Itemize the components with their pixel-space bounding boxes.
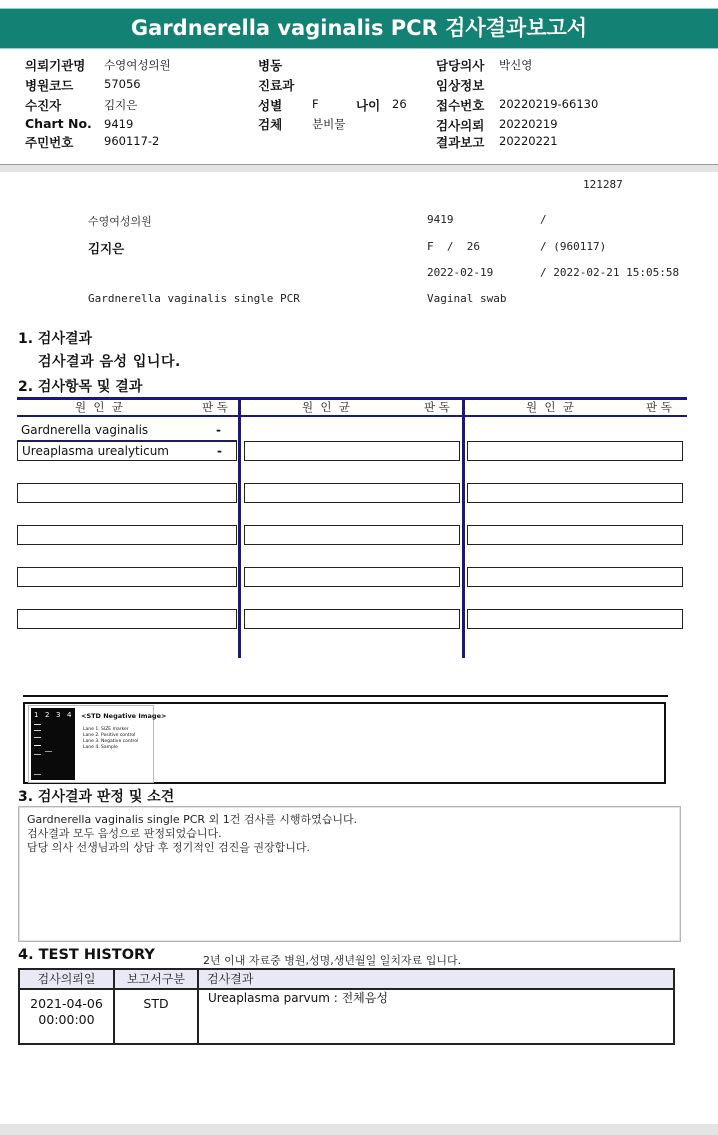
table-divider-2 bbox=[462, 397, 465, 658]
empty-cell bbox=[17, 525, 237, 545]
history-row-date bbox=[20, 996, 113, 1028]
gel-lane-label: 4 bbox=[67, 711, 72, 719]
col-pathogen-2: 원 인 균 bbox=[302, 400, 350, 414]
history-time: 00:00:00 bbox=[38, 1012, 95, 1027]
received-date: 2022-02-19 bbox=[427, 266, 494, 279]
clinic-name: 수영여성의원 bbox=[88, 215, 152, 228]
col-pathogen-1: 원 인 균 bbox=[75, 400, 123, 414]
gel-image bbox=[31, 708, 75, 780]
report-title: Gardnerella vaginalis PCR 검사결과보고서 bbox=[0, 8, 718, 49]
sex-value: F bbox=[312, 97, 319, 111]
request-label: 검사의뢰 bbox=[436, 118, 485, 133]
history-col-type: 보고서구분 bbox=[115, 970, 197, 988]
col-judgement-1: 판 독 bbox=[202, 400, 228, 414]
history-col-result: 검사결과 bbox=[199, 970, 673, 988]
hospital-code-label: 병원코드 bbox=[25, 78, 74, 93]
opinion-line: Gardnerella vaginalis single PCR 외 1건 검사를 시행하였습니다. bbox=[27, 813, 358, 826]
institution-value: 수영여성의원 bbox=[104, 58, 171, 72]
history-date: 2021-04-06 bbox=[30, 996, 103, 1011]
history-col-date: 검사의뢰일 bbox=[20, 970, 113, 988]
empty-cell bbox=[17, 609, 237, 629]
history-row-result: Ureaplasma parvum : 전체음성 bbox=[208, 991, 388, 1005]
receipt-label: 접수번호 bbox=[436, 98, 485, 113]
col-judgement-2: 판 독 bbox=[424, 400, 450, 414]
pathogen-result: - bbox=[216, 423, 221, 437]
sex-age: F / 26 bbox=[427, 240, 480, 253]
opinion-line: 담당 의사 선생님과의 상담 후 정기적인 검진을 권장합니다. bbox=[27, 841, 310, 854]
empty-cell bbox=[467, 483, 683, 503]
gel-legend-item: Lane 1. SIZE marker bbox=[83, 727, 129, 732]
patient-value: 김지은 bbox=[104, 98, 138, 112]
gel-legend bbox=[83, 727, 138, 751]
gel-band bbox=[34, 745, 41, 746]
empty-cell bbox=[467, 525, 683, 545]
gel-lane-label: 1 bbox=[34, 711, 39, 719]
opinion-box bbox=[18, 806, 681, 942]
result-row bbox=[17, 441, 237, 461]
col-judgement-3: 판 독 bbox=[646, 400, 672, 414]
gel-legend-item: Lane 3. Negative control bbox=[83, 739, 139, 744]
pathogen-name: Ureaplasma urealyticum bbox=[22, 444, 169, 458]
section4-heading: 4. TEST HISTORY bbox=[18, 947, 155, 963]
empty-cell bbox=[467, 567, 683, 587]
report-date-label: 결과보고 bbox=[436, 135, 485, 150]
col-pathogen-3: 원 인 균 bbox=[526, 400, 574, 414]
patient-name: 김지은 bbox=[88, 241, 125, 256]
history-divider-2 bbox=[197, 970, 199, 1043]
gel-image-panel bbox=[28, 705, 167, 783]
gel-legend-item: Lane 2. Positive control bbox=[83, 733, 136, 738]
empty-cell bbox=[467, 609, 683, 629]
specimen-label: 검체 bbox=[258, 117, 283, 132]
empty-cell bbox=[244, 609, 460, 629]
sex-label: 성별 bbox=[258, 98, 283, 113]
doctor-value: 박신영 bbox=[499, 58, 533, 72]
doctor-label: 담당의사 bbox=[436, 58, 485, 73]
table-header-rule bbox=[17, 415, 687, 417]
chart-value: 9419 bbox=[104, 117, 134, 131]
section1-heading: 1. 검사결과 bbox=[18, 331, 93, 347]
result-row bbox=[17, 420, 237, 440]
header-grey-band bbox=[0, 165, 718, 172]
empty-cell bbox=[17, 483, 237, 503]
gel-lane-label: 3 bbox=[56, 711, 61, 719]
table-divider-1 bbox=[238, 397, 241, 658]
patient-label: 수진자 bbox=[25, 98, 62, 113]
chart-label: Chart No. bbox=[25, 116, 92, 131]
pathogen-result: - bbox=[217, 444, 222, 458]
gel-band bbox=[34, 724, 41, 725]
gel-band bbox=[34, 774, 41, 775]
id-value: 960117-2 bbox=[104, 134, 160, 148]
id-label: 주민번호 bbox=[25, 135, 74, 150]
age-label: 나이 bbox=[356, 98, 381, 113]
specimen-value: 분비물 bbox=[312, 117, 346, 131]
empty-cell bbox=[17, 567, 237, 587]
code-number: 121287 bbox=[583, 178, 623, 191]
reported-datetime: / 2022-02-21 15:05:58 bbox=[540, 266, 680, 279]
hospital-code-value: 57056 bbox=[104, 77, 141, 91]
gel-title: <STD Negative Image> bbox=[81, 712, 167, 720]
history-note: 2년 이내 자료중 병원,성명,생년월일 일치자료 입니다. bbox=[203, 954, 462, 967]
ward-label: 병동 bbox=[258, 58, 283, 73]
gel-legend-item: Lane 4. Sample bbox=[83, 745, 118, 750]
empty-cell bbox=[244, 567, 460, 587]
birth-date: / (960117) bbox=[540, 240, 607, 253]
section3-heading: 3. 검사결과 판정 및 소견 bbox=[18, 789, 175, 805]
gel-band bbox=[34, 754, 41, 755]
history-row-type: STD bbox=[143, 996, 169, 1011]
request-value: 20220219 bbox=[499, 117, 558, 131]
gel-top-rule bbox=[23, 695, 668, 697]
institution-label: 의뢰기관명 bbox=[25, 58, 86, 73]
footer-grey-band bbox=[0, 1124, 718, 1135]
gel-lane-label: 2 bbox=[45, 711, 50, 719]
test-name: Gardnerella vaginalis single PCR bbox=[88, 292, 300, 305]
gel-band bbox=[45, 751, 52, 752]
empty-cell bbox=[244, 525, 460, 545]
clinical-label: 임상정보 bbox=[436, 78, 485, 93]
empty-cell bbox=[244, 483, 460, 503]
section1-result: 검사결과 음성 입니다. bbox=[38, 354, 181, 370]
receipt-value: 20220219-66130 bbox=[499, 97, 599, 111]
opinion-line: 검사결과 모두 음성으로 판정되었습니다. bbox=[27, 827, 222, 840]
slash: / bbox=[540, 213, 547, 226]
report-date-value: 20220221 bbox=[499, 134, 558, 148]
gel-band bbox=[34, 730, 41, 731]
specimen-type: Vaginal swab bbox=[427, 292, 507, 305]
empty-cell bbox=[244, 441, 460, 461]
age-value: 26 bbox=[392, 97, 407, 111]
empty-cell bbox=[467, 441, 683, 461]
section2-heading: 2. 검사항목 및 결과 bbox=[18, 379, 143, 395]
gel-band bbox=[34, 737, 41, 738]
dept-label: 진료과 bbox=[258, 78, 295, 93]
pathogen-name: Gardnerella vaginalis bbox=[21, 423, 149, 437]
chart-number: 9419 bbox=[427, 213, 454, 226]
